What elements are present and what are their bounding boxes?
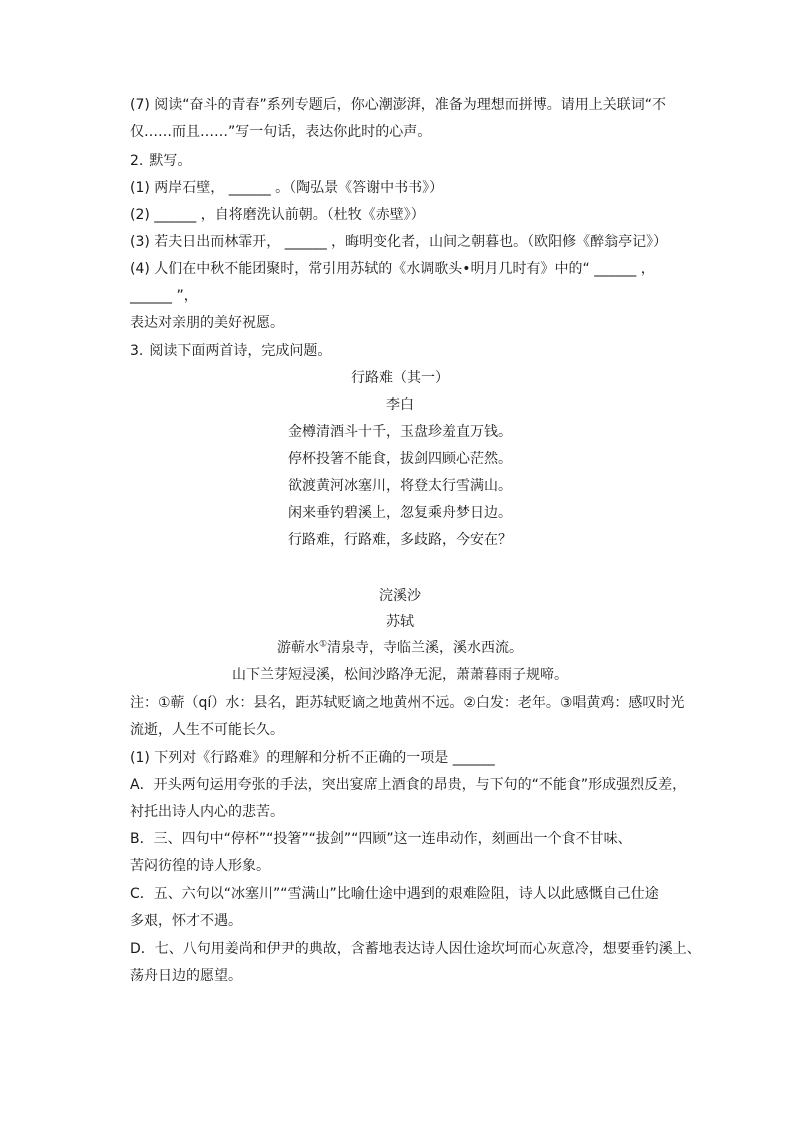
q1-7-line-1: (7) 阅读“奋斗的青春”系列专题后，你心潮澎湃，准备为理想而拼博。请用上关联词“不 [130, 97, 667, 113]
note-line-2: 流逝，人生不可能长久。 [130, 722, 284, 738]
q3-title: 阅读下面两首诗，完成问题。 [149, 343, 332, 359]
option-a-line-1: A．开头两句运用夸张的手法，突出宴席上酒食的昂贵，与下句的“不能食”形成强烈反差， [130, 777, 687, 793]
poem1-line-5: 行路难，行路难，多歧路，今安在？ [288, 532, 512, 548]
poem1-author: 李白 [386, 397, 414, 413]
poem1-title: 行路难（其一） [351, 370, 449, 386]
note-line-1: 注：①蕲（qí）水：县名，距苏轼贬谪之地黄州不远。②白发：老年。③唱黄鸡：感叹时光 [130, 695, 685, 711]
q3-heading [130, 341, 710, 361]
poem1-line-3: 欲渡黄河冰塞川，将登太行雪满山。 [288, 478, 512, 494]
q2-item-4-line-2: ______ ”， [130, 288, 198, 304]
option-d-line-2: 荡舟日边的愿望。 [130, 968, 242, 984]
option-d-line-1: D．七、八句用姜尚和伊尹的典故，含蓄地表达诗人因仕途坎坷而心灰意冷，想要垂钓溪上、 [130, 941, 701, 957]
poem1-line-4: 闲来垂钓碧溪上，忽复乘舟梦日边。 [288, 505, 512, 521]
q2-item-4: (4) 人们在中秋不能团聚时，常引用苏轼的《水调歌头•明月几时有》中的“ ______ ， [130, 261, 655, 277]
q2-item-4-line-3: 表达对亲朋的美好祝愿。 [130, 315, 284, 331]
poem2-author: 苏轼 [386, 614, 414, 630]
option-a-line-2: 衬托出诗人内心的悲苦。 [130, 804, 284, 820]
option-c-line-1: C．五、六句以“冰塞川”“雪满山”比喻仕途中遇到的艰难险阻，诗人以此感慨自己仕途 [130, 886, 659, 902]
poem1-line-1: 金樽清酒斗十千，玉盘珍羞直万钱。 [288, 424, 512, 440]
q2-title: 默写。 [149, 153, 192, 169]
poem2-line-2: 山下兰芽短浸溪，松间沙路净无泥，萧萧暮雨子规啼。 [232, 667, 568, 683]
option-c-line-2: 多艰，怀才不遇。 [130, 913, 242, 929]
poem2-line-1 [130, 638, 670, 658]
q2-item-3: (3) 若夫日出而林霏开， ______ ，晦明变化者，山间之朝暮也。（欧阳修《醉翁亭记》） [130, 234, 668, 250]
poem1-line-2: 停杯投箸不能食，拔剑四顾心茫然。 [288, 451, 512, 467]
poem2-line-1-b: 清泉寺，寺临兰溪，溪水西流。 [327, 640, 524, 656]
footnote-marker-1: ① [318, 639, 328, 650]
q2-number: 2. [130, 153, 144, 169]
q2-item-2: (2) ______ ，自将磨洗认前朝。（杜牧《赤壁》） [130, 207, 425, 223]
poem2-title: 浣溪沙 [379, 588, 421, 604]
poem2-line-1-a: 游蕲水 [276, 640, 319, 656]
option-b-line-2: 苦闷彷徨的诗人形象。 [130, 858, 270, 874]
q2-item-1: (1) 两岸石壁， ______ 。（陶弘景《答谢中书书》） [130, 180, 444, 196]
q2-heading [130, 151, 710, 171]
q3-sub1-stem: (1) 下列对《行路难》的理解和分析不正确的一项是 ______ [130, 750, 495, 766]
q1-7-line-2: 仅……而且……”写一句话，表达你此时的心声。 [130, 124, 432, 140]
q3-number: 3. [130, 343, 144, 359]
option-b-line-1: B．三、四句中“停杯”“投箸”“拔剑”“四顾”这一连串动作，刻画出一个食不甘味、 [130, 831, 632, 847]
